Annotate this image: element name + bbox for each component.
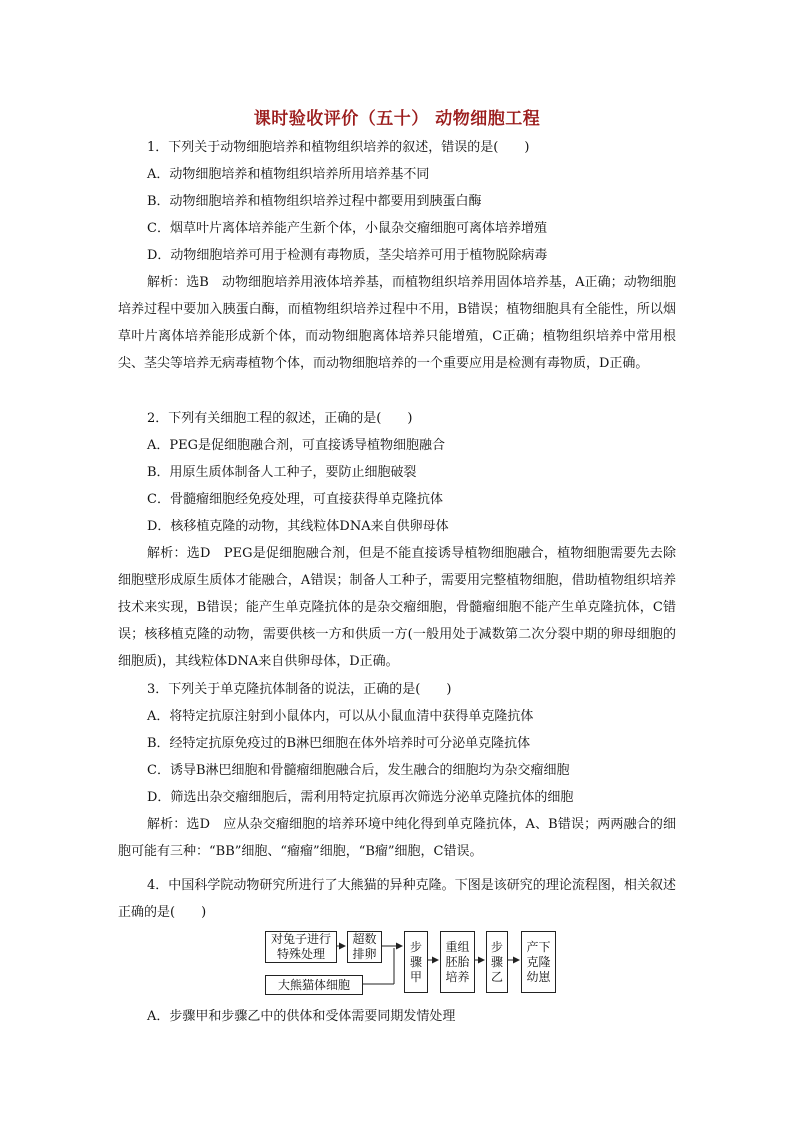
box7-line2: 克隆 [526,954,551,969]
box6-line3: 乙 [490,969,503,984]
q3-option-b: B．经特定抗原免疫过的B淋巴细胞在体外培养时可分泌单克隆抗体 [147,736,531,751]
question-2-stem: 2．下列有关细胞工程的叙述，正确的是( ) [147,411,413,426]
q1-option-c: C．烟草叶片离体培养能产生新个体，小鼠杂交瘤细胞可离体培养增殖 [147,221,547,236]
flow-box-step-jia [404,931,428,993]
box3-label: 大熊猫体细胞 [277,977,350,992]
q1-analysis: 解析：选B 动物细胞培养用液体培养基，而植物组织培养用固体培养基，A正确；动物细胞培养过程中要加入胰蛋白酶，而植物组织培养过程中不用，B错误；植物细胞具有全能性，所以烟草叶片离体培养能形成新个体，而动物细胞离体培养只能增殖，C正确；植物组织培养中常用根尖、茎尖等培养无病毒植物个体，而动物细胞培养的一个重要应用是检测有毒物质，D正确。 [118,275,676,371]
q1-option-a: A．动物细胞培养和植物组织培养所用培养基不同 [147,167,430,182]
question-1-stem: 1．下列关于动物细胞培养和植物组织培养的叙述，错误的是( ) [147,140,530,155]
box1-line2: 特殊处理 [276,947,325,961]
box4-line3: 甲 [409,969,422,984]
flow-box-rabbit-treatment [265,931,337,963]
flow-box-superovulation [347,931,382,963]
q3-analysis: 解析：选D 应从杂交瘤细胞的培养环境中纯化得到单克隆抗体，A、B错误；两两融合的细胞可能有三种：“BB”细胞、“瘤瘤”细胞，“B瘤”细胞，C错误。 [118,817,676,859]
box5-line2: 胚胎 [445,954,470,969]
q1-option-b: B．动物细胞培养和植物组织培养过程中都要用到胰蛋白酶 [147,194,482,209]
q2-option-c: C．骨髓瘤细胞经免疫处理，可直接获得单克隆抗体 [147,492,443,507]
flow-box-step-yi [486,931,508,993]
box4-line1: 步 [409,939,422,954]
flow-box-recombinant-embryo [440,931,475,993]
box5-line1: 重组 [445,939,470,954]
q3-option-a: A．将特定抗原注射到小鼠体内，可以从小鼠血清中获得单克隆抗体 [147,709,534,724]
q2-option-a: A．PEG是促细胞融合剂，可直接诱导植物细胞融合 [147,438,446,453]
box1-line1: 对兔子进行 [270,932,331,946]
box4-line2: 骤 [409,954,422,969]
q2-analysis: 解析：选D PEG是促细胞融合剂，但是不能直接诱导植物细胞融合，植物细胞需要先去除细胞壁形成原生质体才能融合，A错误；制备人工种子，需要用完整植物细胞，借助植物组织培养技术来实现，B错误；能产生单克隆抗体的是杂交瘤细胞，骨髓瘤细胞不能产生单克隆抗体，C错误；核移植克隆的动物，需要供核一方和供质一方(一般用处于减数第二次分裂中期的卵母细胞的细胞质)，其线粒体DNA来自供卵母体，D正确。 [118,546,676,669]
box6-line2: 骤 [490,954,503,969]
box5-line3: 培养 [445,969,470,984]
q1-option-d: D．动物细胞培养可用于检测有毒物质，茎尖培养可用于植物脱除病毒 [147,248,548,263]
q3-option-d: D．筛选出杂交瘤细胞后，需利用特定抗原再次筛选分泌单克隆抗体的细胞 [147,790,574,805]
box7-line1: 产下 [526,939,551,954]
flow-box-clone-offspring [521,931,556,993]
question-4-stem: 4．中国科学院动物研究所进行了大熊猫的异种克隆。下图是该研究的理论流程图，相关叙述正确的是( ) [118,878,676,920]
page-title: 课时验收评价（五十） 动物细胞工程 [253,109,541,129]
q3-option-c: C．诱导B淋巴细胞和骨髓瘤细胞融合后，发生融合的细胞均为杂交瘤细胞 [147,763,570,778]
box2-line2: 排卵 [352,947,377,961]
question-3-stem: 3．下列关于单克隆抗体制备的说法，正确的是( ) [147,682,452,697]
q4-option-a: A．步骤甲和步骤乙中的供体和受体需要同期发情处理 [147,1009,456,1024]
flow-box-panda-somatic-cell [265,975,363,995]
q2-option-d: D．核移植克隆的动物，其线粒体DNA来自供卵母体 [147,519,449,534]
box7-line3: 幼崽 [526,969,551,984]
q2-option-b: B．用原生质体制备人工种子，要防止细胞破裂 [147,465,417,480]
box6-line1: 步 [490,939,503,954]
box2-line1: 超数 [352,932,377,946]
